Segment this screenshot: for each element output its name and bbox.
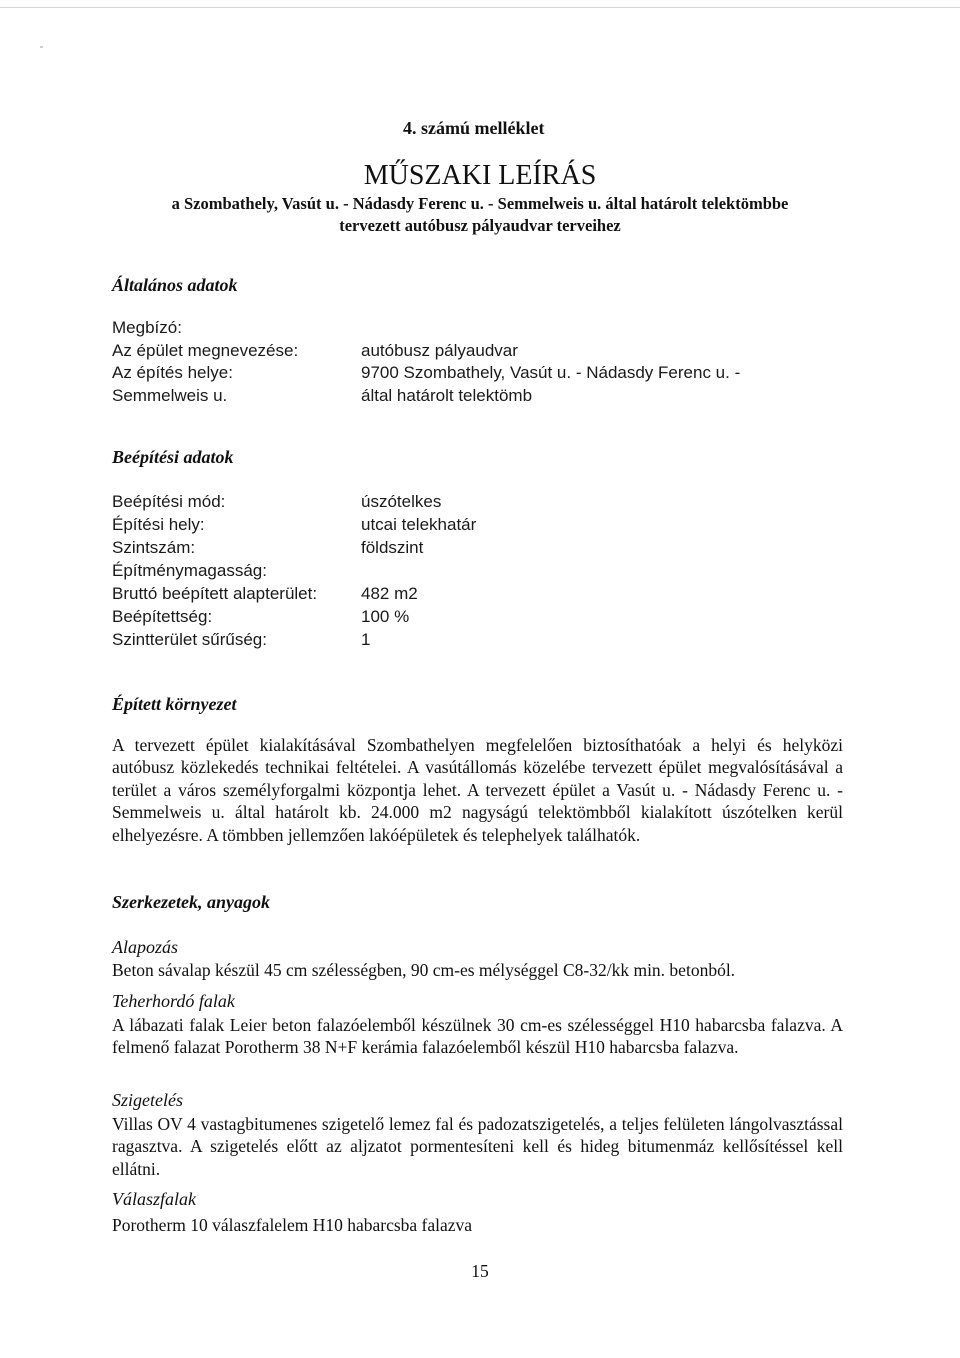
building-mode-label: Beépítési mód: [112, 492, 226, 511]
coverage-label: Beépítettség: [112, 607, 213, 626]
building-name-value: autóbusz pályaudvar [361, 341, 518, 360]
construction-site-value-cont: által határolt telektömb [361, 386, 533, 405]
partition-walls-subheading: Válaszfalak [112, 1189, 196, 1209]
building-place-value: utcai telekhatár [361, 515, 477, 534]
insulation-text: Villas OV 4 vastagbitumenes szigetelő lemez fal és padozatszigetelés, a teljes felületen lángolvasztással ragasztva. A szigetelés előtt az aljzatot pormentesíteni kell és hideg bitumenmáz kellősítéssel kell ellátni. [112, 1114, 843, 1179]
storeys-label: Szintszám: [112, 538, 196, 557]
page-number: 15 [471, 1261, 489, 1281]
document-subtitle-line2: tervezett autóbusz pályaudvar terveihez [339, 216, 621, 235]
foundation-subheading: Alapozás [112, 937, 179, 957]
client-label: Megbízó: [112, 318, 182, 337]
construction-site-label: Az építés helye: [112, 363, 233, 382]
building-height-label: Építménymagasság: [112, 561, 267, 580]
document-subtitle-line1: a Szombathely, Vasút u. - Nádasdy Ferenc u. - Semmelweis u. által határolt telektömbbe [171, 194, 789, 213]
document-title: MŰSZAKI LEÍRÁS [363, 160, 597, 191]
general-data-heading: Általános adatok [112, 275, 238, 295]
storeys-value: földszint [361, 538, 424, 557]
insulation-subheading: Szigetelés [112, 1090, 183, 1110]
construction-site-value: 9700 Szombathely, Vasút u. - Nádasdy Ferenc u. - [361, 363, 741, 382]
floor-area-density-label: Szintterület sűrűség: [112, 630, 267, 649]
scan-edge-line [0, 7, 960, 8]
scan-speck [40, 46, 43, 48]
structures-heading: Szerkezetek, anyagok [112, 892, 270, 912]
partition-walls-text: Porotherm 10 válaszfalelem H10 habarcsba falazva [112, 1215, 473, 1235]
gross-area-value: 482 m2 [361, 584, 418, 603]
building-data-heading: Beépítési adatok [112, 447, 234, 467]
building-mode-value: úszótelkes [361, 492, 442, 511]
site-street-label: Semmelweis u. [112, 386, 228, 405]
built-environment-paragraph: A tervezett épület kialakításával Szombathelyen megfelelően biztosíthatóak a helyi és helyközi autóbusz közlekedés technikai feltételei. A vasútállomás közelébe tervezett épület megvalósításával a terület a város személyforgalmi központja lehet. A tervezett épület a Vasút u. - Nádasdy Ferenc u. - Semmelweis u. által határolt kb. 24.000 m2 nagyságú telektömbből kialakított úszótelken kerül elhelyezésre. A tömbben jellemzően lakóépületek és telephelyek találhatók. [112, 735, 843, 845]
building-place-label: Építési hely: [112, 515, 205, 534]
built-environment-heading: Épített környezet [112, 694, 237, 714]
building-name-label: Az épület megnevezése: [112, 341, 299, 360]
gross-area-label: Bruttó beépített alapterület: [112, 584, 318, 603]
load-bearing-walls-subheading: Teherhordó falak [112, 991, 235, 1011]
foundation-text: Beton sávalap készül 45 cm szélességben, 90 cm-es mélységgel C8-32/kk min. betonból. [112, 960, 736, 980]
coverage-value: 100 % [361, 607, 410, 626]
annex-label: 4. számú melléklet [403, 118, 545, 138]
load-bearing-walls-text: A lábazati falak Leier beton falazóelemből készülnek 30 cm-es szélességgel H10 habarcsba falazva. A felmenő falazat Porotherm 38 N+F kerámia falazóelemből készül H10 habarcsba falazva. [112, 1015, 843, 1058]
floor-area-density-value: 1 [361, 630, 371, 649]
